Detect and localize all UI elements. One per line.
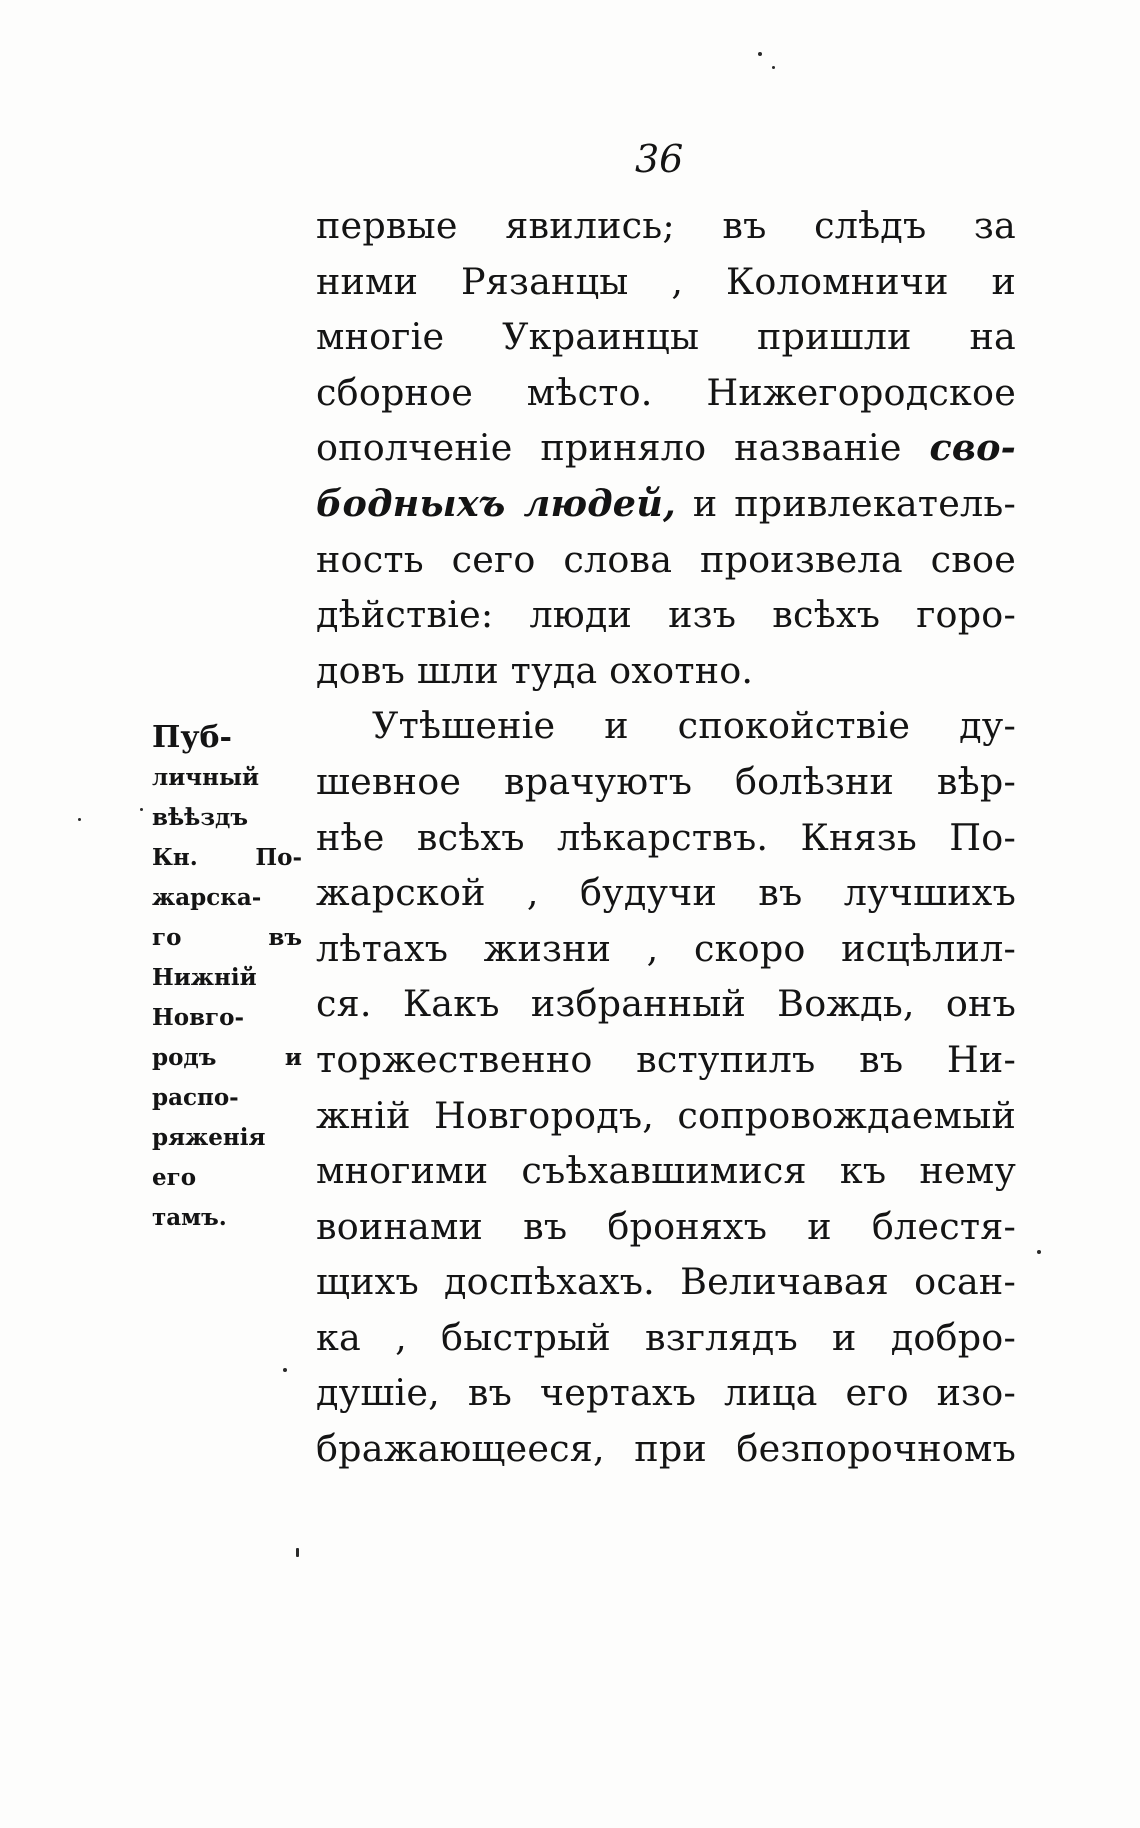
text-line: многими съѣхавшимися къ нему bbox=[316, 1149, 1016, 1193]
margin-note-line: го въ bbox=[152, 924, 302, 951]
text-line: душіе, въ чертахъ лица его изо- bbox=[316, 1371, 1016, 1415]
margin-note-line: распо- bbox=[152, 1084, 239, 1111]
text-line: жній Новгородъ, сопровождаемый bbox=[316, 1093, 1016, 1137]
text-line: ними Рязанцы , Коломничи и bbox=[316, 259, 1016, 303]
text-line bbox=[316, 420, 1016, 476]
paragraph-start-line: Утѣшеніе и спокойствіе ду- bbox=[372, 704, 1016, 748]
text-segment: ополченіе приняло названіе bbox=[316, 426, 902, 470]
paper-speck bbox=[283, 1368, 287, 1372]
paper-speck bbox=[78, 818, 81, 821]
text-line: дѣйствіе: люди изъ всѣхъ горо- bbox=[316, 593, 1016, 637]
text-line: лѣтахъ жизни , скоро исцѣлил- bbox=[316, 926, 1016, 970]
text-line bbox=[316, 476, 1016, 532]
margin-note-line: Кн. По- bbox=[152, 844, 302, 871]
text-line: довъ шли туда охотно. bbox=[316, 648, 754, 692]
paper-speck bbox=[1037, 1250, 1041, 1254]
paper-speck bbox=[772, 66, 775, 69]
margin-note-line: жарска- bbox=[152, 884, 262, 911]
text-line: ка , быстрый взглядъ и добро- bbox=[316, 1315, 1016, 1359]
text-line: шевное врачуютъ болѣзни вѣр- bbox=[316, 759, 1016, 803]
text-line: сборное мѣсто. Нижегородское bbox=[316, 370, 1016, 414]
text-line: бражающееся, при безпорочномъ bbox=[316, 1427, 1016, 1471]
page-number: 36 bbox=[635, 137, 684, 181]
margin-note-line: родъ и bbox=[152, 1044, 302, 1071]
margin-note-line: Нижній bbox=[152, 964, 257, 991]
text-line: торжественно вступилъ въ Ни- bbox=[316, 1037, 1016, 1081]
italic-word: сво- bbox=[929, 426, 1016, 470]
margin-note-line: Новго- bbox=[152, 1004, 245, 1031]
paper-speck bbox=[758, 52, 762, 56]
text-segment: и привлекатель- bbox=[692, 481, 1016, 525]
text-line: многіе Украинцы пришли на bbox=[316, 315, 1016, 359]
margin-note-line: ряженія bbox=[152, 1124, 266, 1151]
text-line: щихъ доспѣхахъ. Величавая осан- bbox=[316, 1260, 1016, 1304]
margin-note bbox=[152, 718, 302, 1238]
paper-speck bbox=[140, 808, 143, 811]
margin-note-line: вѣѣздъ bbox=[152, 804, 248, 831]
text-line: ся. Какъ избранный Вождь, онъ bbox=[316, 982, 1016, 1026]
margin-note-line: его bbox=[152, 1164, 197, 1191]
text-line: воинами въ броняхъ и блестя- bbox=[316, 1204, 1016, 1248]
margin-note-line: личный bbox=[152, 764, 260, 791]
text-line: ность сего слова произвела свое bbox=[316, 537, 1016, 581]
text-line: первые явились; въ слѣдъ за bbox=[316, 204, 1016, 247]
paper-speck bbox=[296, 1548, 299, 1557]
margin-note-line: тамъ. bbox=[152, 1204, 227, 1231]
text-line: нѣе всѣхъ лѣкарствъ. Князь По- bbox=[316, 815, 1016, 859]
body-text bbox=[316, 198, 1016, 1477]
italic-phrase: бодныхъ людей, bbox=[316, 481, 676, 525]
margin-note-line: Пуб- bbox=[152, 720, 232, 755]
text-line: жарской , будучи въ лучшихъ bbox=[316, 871, 1016, 915]
